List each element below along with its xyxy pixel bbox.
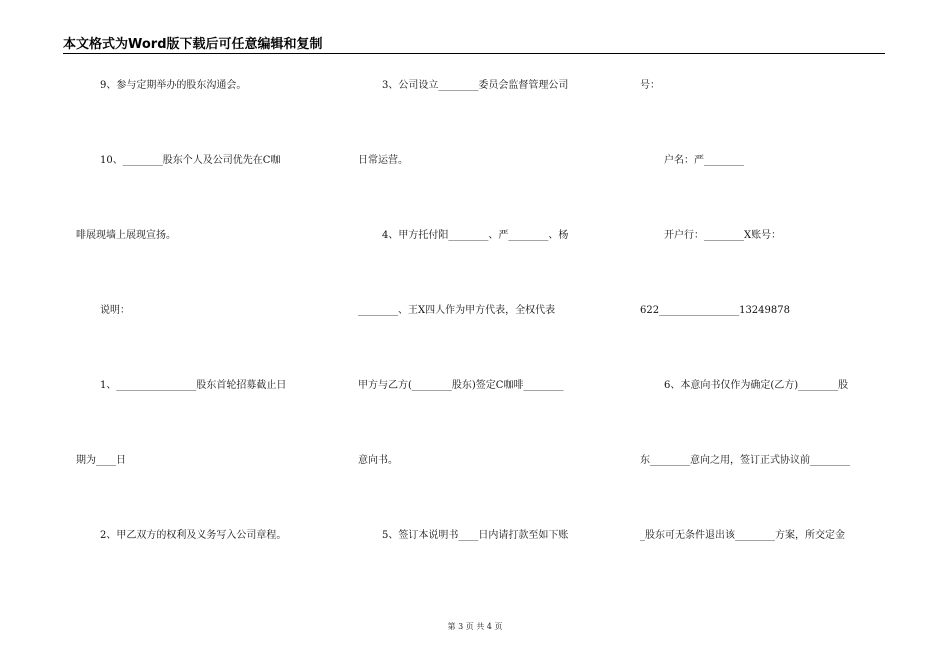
header-divider (63, 53, 885, 54)
document-header-title: 本文格式为Word版下载后可任意编辑和复制 (63, 37, 323, 52)
page-number-footer: 第 3 页 共 4 页 (447, 622, 503, 631)
middle-line-2: 日常运营。 (358, 155, 408, 166)
left-line-6: 期为____日 (76, 455, 126, 466)
middle-line-6: 意向书。 (358, 455, 398, 466)
middle-line-1: 3、公司设立________委员会监督管理公司 (382, 80, 569, 91)
middle-line-3: 4、甲方托付阳________、严________、杨 (382, 230, 569, 241)
right-line-5: 6、本意向书仅作为确定(乙方)________股 (664, 380, 849, 391)
right-line-1: 号： (640, 80, 660, 91)
middle-line-7: 5、签订本说明书____日内请打款至如下账 (382, 530, 569, 541)
right-line-2: 户名：严________ (664, 155, 744, 166)
left-line-5: 1、________________股东首轮招募截止日 (100, 380, 287, 391)
left-line-3: 啡展现墙上展现宣扬。 (76, 230, 176, 241)
middle-line-5: 甲方与乙方(________股东)签定C咖啡________ (358, 380, 564, 391)
middle-line-4: ________、王X四人作为甲方代表，全权代表 (358, 305, 556, 316)
left-line-7: 2、甲乙双方的权利及义务写入公司章程。 (100, 530, 287, 541)
right-line-6: 东________意向之用，签订正式协议前________ (640, 455, 850, 466)
left-line-2: 10、________股东个人及公司优先在C咖 (100, 155, 281, 166)
right-line-3: 开户行：________X账号： (664, 230, 782, 241)
left-line-4: 说明： (100, 305, 130, 316)
right-line-7: _股东可无条件退出该________方案，所交定金 (640, 530, 845, 541)
right-line-4: 622________________13249878 (640, 305, 790, 316)
left-line-1: 9、参与定期举办的股东沟通会。 (100, 80, 247, 91)
